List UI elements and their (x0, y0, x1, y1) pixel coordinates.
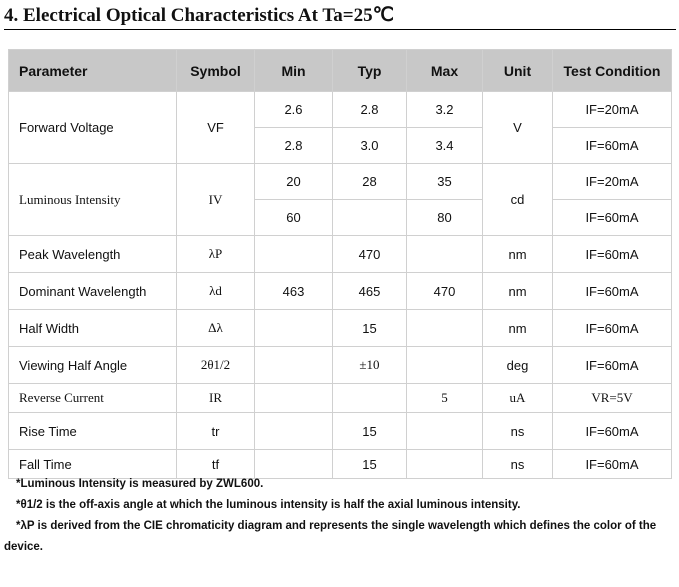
column-header-test-condition: Test Condition (553, 50, 672, 92)
parameter-cell: Viewing Half Angle (9, 347, 177, 384)
section-title: 4. Electrical Optical Characteristics At Ta=25℃ (4, 3, 676, 30)
max-cell (407, 347, 483, 384)
max-cell: 5 (407, 384, 483, 413)
unit-cell: nm (483, 236, 553, 273)
symbol-cell: 2θ1/2 (177, 347, 255, 384)
footnote-peak-wavelength-continued: device. (4, 541, 43, 553)
parameter-cell: Luminous Intensity (9, 164, 177, 236)
footnotes (4, 474, 676, 558)
typ-cell (333, 384, 407, 413)
condition-cell: IF=60mA (553, 273, 672, 310)
condition-cell: IF=60mA (553, 200, 672, 236)
table-row (9, 92, 672, 128)
symbol-cell: IV (177, 164, 255, 236)
max-cell: 3.2 (407, 92, 483, 128)
footnote-luminous-intensity: *Luminous Intensity is measured by ZWL600. (16, 478, 264, 490)
symbol-cell: λd (177, 273, 255, 310)
typ-cell: ±10 (333, 347, 407, 384)
unit-cell: nm (483, 310, 553, 347)
min-cell: 20 (255, 164, 333, 200)
table-header-row (9, 50, 672, 92)
table-row (9, 347, 672, 384)
typ-cell: 465 (333, 273, 407, 310)
condition-cell: VR=5V (553, 384, 672, 413)
min-cell (255, 310, 333, 347)
min-cell: 2.6 (255, 92, 333, 128)
condition-cell: IF=60mA (553, 347, 672, 384)
parameter-cell: Forward Voltage (9, 92, 177, 164)
typ-cell: 28 (333, 164, 407, 200)
symbol-cell: IR (177, 384, 255, 413)
table-row (9, 273, 672, 310)
typ-cell: 470 (333, 236, 407, 273)
max-cell (407, 413, 483, 450)
parameter-cell: Rise Time (9, 413, 177, 450)
table-row (9, 236, 672, 273)
table-row (9, 164, 672, 200)
characteristics-table (8, 49, 672, 479)
column-header-max: Max (407, 50, 483, 92)
table-row (9, 413, 672, 450)
min-cell: 60 (255, 200, 333, 236)
parameter-cell: Fall Time (9, 450, 177, 479)
condition-cell: IF=60mA (553, 128, 672, 164)
symbol-cell: VF (177, 92, 255, 164)
unit-cell: deg (483, 347, 553, 384)
condition-cell: IF=60mA (553, 450, 672, 479)
unit-cell: nm (483, 273, 553, 310)
unit-cell: uA (483, 384, 553, 413)
column-header-parameter: Parameter (9, 50, 177, 92)
typ-cell: 15 (333, 450, 407, 479)
column-header-typ: Typ (333, 50, 407, 92)
max-cell (407, 310, 483, 347)
max-cell: 3.4 (407, 128, 483, 164)
unit-cell: V (483, 92, 553, 164)
min-cell (255, 236, 333, 273)
condition-cell: IF=60mA (553, 413, 672, 450)
max-cell: 470 (407, 273, 483, 310)
symbol-cell: tf (177, 450, 255, 479)
table-row (9, 384, 672, 413)
typ-cell (333, 200, 407, 236)
footnote-peak-wavelength: *λP is derived from the CIE chromaticity diagram and represents the single wavelength which defines the color of the (16, 520, 657, 532)
typ-cell: 15 (333, 413, 407, 450)
unit-cell: ns (483, 413, 553, 450)
footnote-half-angle: *θ1/2 is the off-axis angle at which the luminous intensity is half the axial luminous intensity. (16, 499, 521, 511)
condition-cell: IF=60mA (553, 236, 672, 273)
min-cell (255, 413, 333, 450)
typ-cell: 2.8 (333, 92, 407, 128)
min-cell (255, 384, 333, 413)
column-header-unit: Unit (483, 50, 553, 92)
condition-cell: IF=20mA (553, 164, 672, 200)
symbol-cell: Δλ (177, 310, 255, 347)
parameter-cell: Dominant Wavelength (9, 273, 177, 310)
column-header-symbol: Symbol (177, 50, 255, 92)
typ-cell: 15 (333, 310, 407, 347)
table-row (9, 310, 672, 347)
symbol-cell: λP (177, 236, 255, 273)
unit-cell: ns (483, 450, 553, 479)
min-cell: 463 (255, 273, 333, 310)
min-cell: 2.8 (255, 128, 333, 164)
min-cell (255, 347, 333, 384)
unit-cell: cd (483, 164, 553, 236)
parameter-cell: Half Width (9, 310, 177, 347)
parameter-cell: Reverse Current (9, 384, 177, 413)
symbol-cell: tr (177, 413, 255, 450)
condition-cell: IF=20mA (553, 92, 672, 128)
condition-cell: IF=60mA (553, 310, 672, 347)
max-cell (407, 236, 483, 273)
max-cell: 80 (407, 200, 483, 236)
column-header-min: Min (255, 50, 333, 92)
max-cell: 35 (407, 164, 483, 200)
parameter-cell: Peak Wavelength (9, 236, 177, 273)
typ-cell: 3.0 (333, 128, 407, 164)
